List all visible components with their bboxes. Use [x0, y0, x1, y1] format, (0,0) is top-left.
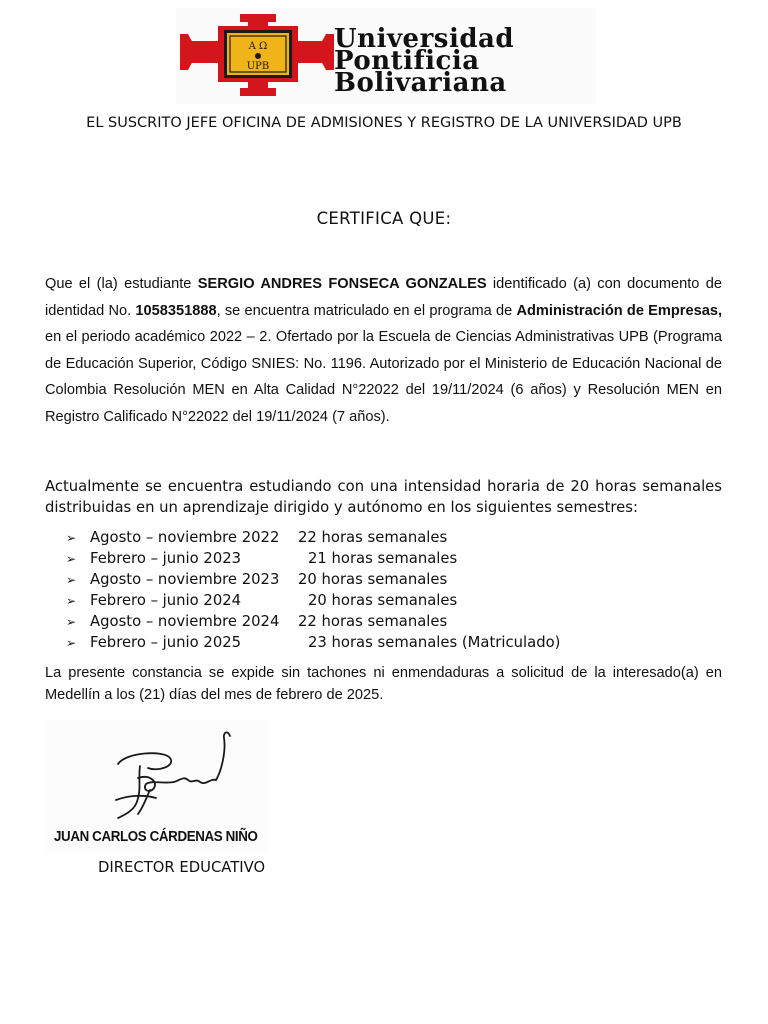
svg-text:A Ω: A Ω: [248, 41, 268, 52]
issuer-heading: EL SUSCRITO JEFE OFICINA DE ADMISIONES Y REGISTRO DE LA UNIVERSIDAD UPB: [86, 115, 682, 131]
university-logo: [176, 8, 596, 104]
list-item: ➢ Febrero – junio 2023 21 horas semanales: [66, 548, 298, 569]
list-item: ➢ Agosto – noviembre 2023 20 horas semanales: [66, 569, 298, 590]
upb-seal-icon: [176, 8, 336, 104]
arrow-bullet-icon: ➢: [66, 552, 77, 566]
arrow-bullet-icon: ➢: [66, 594, 77, 608]
program-name: Administración de Empresas,: [516, 302, 722, 319]
svg-text:UPB: UPB: [246, 61, 270, 72]
list-item: ➢ Agosto – noviembre 2024 22 horas semanales: [66, 611, 298, 632]
arrow-bullet-icon: ➢: [66, 636, 77, 650]
list-item: ➢ Agosto – noviembre 2022 22 horas semanales: [66, 527, 298, 548]
university-name: Universidad Pontificia Bolivariana: [334, 24, 515, 98]
arrow-bullet-icon: ➢: [66, 615, 77, 629]
certifies-heading: CERTIFICA QUE:: [316, 209, 452, 228]
signatory-name: JUAN CARLOS CÁRDENAS NIÑO: [54, 829, 258, 845]
document-number: 1058351888: [135, 302, 217, 319]
intensity-paragraph: Actualmente se encuentra estudiando con una intensidad horaria de 20 horas semanales distribuidas en un aprendizaje dirigido y autónomo en los siguientes semestres:: [45, 478, 722, 516]
list-item: ➢ Febrero – junio 2025 23 horas semanales (Matriculado): [66, 632, 298, 653]
student-name: SERGIO ANDRES FONSECA GONZALES: [197, 276, 487, 292]
closing-paragraph: La presente constancia se expide sin tachones ni enmendaduras a solicitud de la interesado(a) en Medellín a los (21) días del mes de febrero de 2025.: [45, 665, 722, 703]
certification-paragraph: Que el (la) estudiante SERGIO ANDRES FONSECA GONZALES identificado (a) con documento de identidad No. 1058351888, se encuentra matriculado en el programa de Administración de Empresas, en el periodo académico 2022 – 2. Ofertado por la Escuela de Ciencias Administrativas UPB (Programa de Educación Superior, Código SNIES: No. 1196. Autorizado por el Ministerio de Educación Nacional de Colombia Resolución MEN en Alta Calidad N°22022 del 19/11/2024 (6 años) y Resolución MEN en Registro Calificado N°22022 del 19/11/2024 (7 años).: [45, 276, 722, 425]
list-item: ➢ Febrero – junio 2024 20 horas semanales: [66, 590, 298, 611]
arrow-bullet-icon: ➢: [66, 531, 77, 545]
signatory-title: DIRECTOR EDUCATIVO: [98, 859, 266, 876]
arrow-bullet-icon: ➢: [66, 573, 77, 587]
semester-list: [66, 527, 561, 653]
